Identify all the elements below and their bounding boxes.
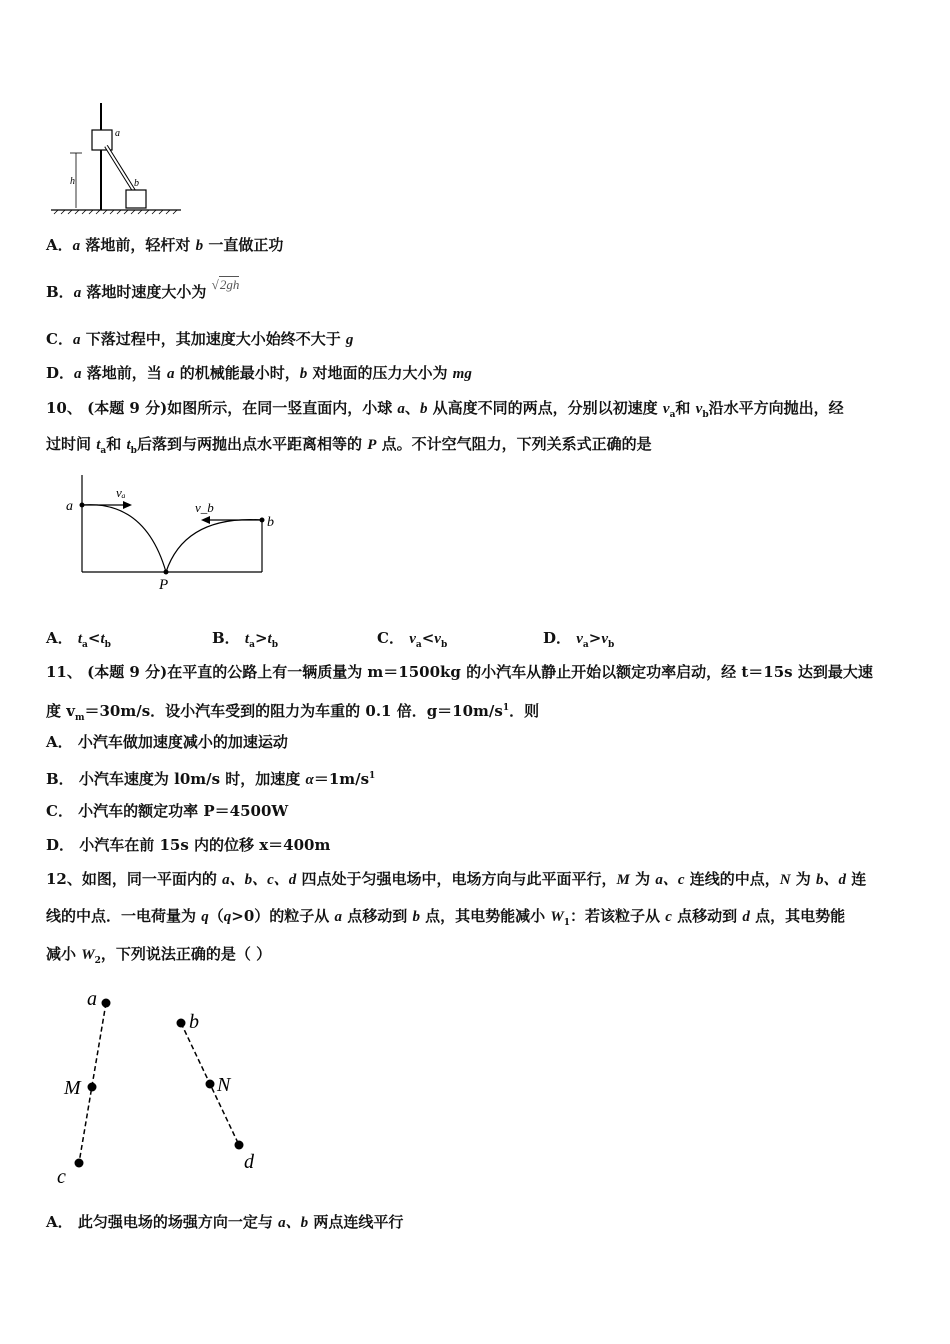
sqrt-2gh: √2gh: [211, 277, 240, 292]
q9-option-a[interactable]: A．a 落地前，轻杆对 b 一直做正功: [46, 236, 284, 254]
q10-option-d[interactable]: D． $v_a>v_b$: [543, 629, 615, 650]
q12-option-a[interactable]: A． 此匀强电场的场强方向一定与 a、b 两点连线平行: [46, 1213, 404, 1231]
q10-stem-line1: 10、 (本题 9 分)如图所示，在同一竖直面内，小球 a、b 从高度不同的两点，分别以初速度 $v_a$和 $v_b$沿水平方向抛出，经: [46, 399, 844, 420]
q12-label-n: N: [217, 1074, 231, 1096]
q10-option-a[interactable]: A． $t_a<t_b$: [46, 629, 111, 650]
q9-label-a: a: [115, 128, 120, 139]
q12-stem-line2: 线的中点．一电荷量为 q（q>0）的粒子从 a 点移动到 b 点，其电势能减小 $W_1$：若该粒子从 c 点移动到 d 点，其电势能: [46, 907, 846, 928]
q10-label-p: P: [159, 577, 169, 593]
q12-label-a: a: [87, 988, 97, 1010]
q11-stem-line1: 11、 (本题 9 分)在平直的公路上有一辆质量为 m＝1500kg 的小汽车从静止开始以额定功率启动，经 t＝15s 达到最大速: [46, 663, 873, 681]
q9-label-h: h: [70, 176, 75, 187]
q11-option-a[interactable]: A． 小汽车做加速度减小的加速运动: [46, 733, 288, 751]
q9-option-b[interactable]: B．a 落地时速度大小为 √2gh: [46, 277, 240, 301]
q12-figure: [50, 985, 280, 1195]
q12-stem-line3: 减小 $W_2$，下列说法正确的是（ ）: [46, 945, 272, 966]
q9-option-d[interactable]: D．a 落地前，当 a 的机械能最小时，b 对地面的压力大小为 mg: [46, 364, 472, 382]
q11-option-c[interactable]: C． 小汽车的额定功率 P＝4500W: [46, 802, 289, 820]
q10-label-va: vₐ: [116, 485, 126, 500]
q9-label-b: b: [134, 178, 139, 189]
q10-option-c[interactable]: C． $v_a<v_b$: [377, 629, 448, 650]
q10-stem-line2: 过时间 $t_a$和 $t_b$后落到与两抛出点水平距离相等的 P 点。不计空气阻力，下列关系式正确的是: [46, 435, 652, 456]
q11-stem-line2: 度 $v_m=30m/s$．设小汽车受到的阻力为车重的 0.1 倍．$g=10m/s^1$．则: [46, 702, 540, 723]
q9-option-c[interactable]: C．a 下落过程中，其加速度大小始终不大于 g: [46, 330, 354, 348]
q12-label-m: M: [64, 1077, 81, 1099]
q10-label-vb: v_b: [195, 500, 214, 515]
q10-label-b: b: [267, 515, 274, 530]
q10-label-a: a: [66, 499, 73, 514]
q12-label-d: d: [244, 1151, 254, 1173]
q12-label-c: c: [57, 1166, 66, 1188]
q10-figure: [60, 470, 290, 595]
q12-label-b: b: [189, 1011, 199, 1033]
q11-option-b[interactable]: B． 小汽车速度为 l0m/s 时，加速度 $\alpha=1m/s^1$: [46, 770, 376, 788]
q12-stem-line1: 12、如图，同一平面内的 a、b、c、d 四点处于匀强电场中，电场方向与此平面平行，M 为 a、c 连线的中点，N 为 b、d 连: [46, 870, 867, 888]
q9-figure: [46, 98, 186, 218]
q11-option-d[interactable]: D． 小汽车在前 15s 内的位移 x＝400m: [46, 836, 331, 854]
q10-option-b[interactable]: B． $t_a>t_b$: [212, 629, 278, 650]
